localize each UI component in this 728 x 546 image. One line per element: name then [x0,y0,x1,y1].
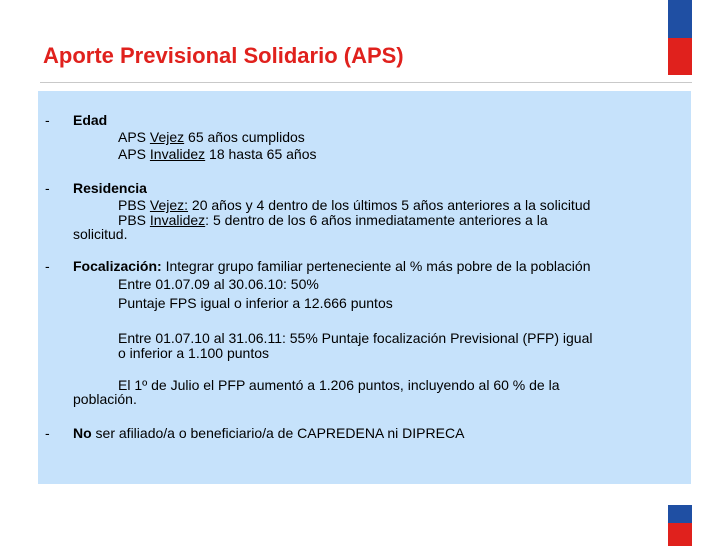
slide-title: Aporte Previsional Solidario (APS) [43,43,404,68]
focalizacion-p3-line-1: El 1º de Julio el PFP aumentó a 1.206 puntos, incluyendo al 60 % de la [118,377,560,393]
no-afiliado-heading: No [73,425,92,441]
bullet-marker: - [45,258,50,274]
edad-heading: Edad [73,112,108,128]
bullet-marker: - [45,112,50,128]
focalizacion-p2-line-1: Entre 01.07.10 al 31.06.11: 55% Puntaje focalización Previsional (PFP) igual [118,330,593,346]
focalizacion-heading-line: Focalización: Integrar grupo familiar perteneciente al % más pobre de la población [73,258,591,274]
flag-red-block [668,523,692,546]
no-afiliado-line: No ser afiliado/a o beneficiario/a de CAPREDENA ni DIPRECA [73,425,465,441]
bullet-marker: - [45,425,50,441]
title-divider [40,82,692,83]
edad-line-2: APS Invalidez 18 hasta 65 años [118,146,317,162]
vejez-link[interactable]: Vejez: [149,197,189,213]
focalizacion-p1-line-1: Entre 01.07.09 al 30.06.10: 50% [118,276,319,292]
flag-blue-block [668,0,692,38]
flag-blue-block [668,505,692,523]
residencia-line-2: PBS Invalidez: 5 dentro de los 6 años inmediatamente anteriores a la [118,212,548,228]
vejez-link[interactable]: Vejez [149,129,185,145]
residencia-line-1: PBS Vejez: 20 años y 4 dentro de los últimos 5 años anteriores a la solicitud [118,197,591,213]
edad-line-1: APS Vejez 65 años cumplidos [118,129,305,145]
focalizacion-p3-line-2: población. [73,391,137,407]
focalizacion-heading: Focalización: [73,258,162,274]
residencia-line-3: solicitud. [73,226,128,242]
focalizacion-p1-line-2: Puntaje FPS igual o inferior a 12.666 puntos [118,295,393,311]
bullet-marker: - [45,180,50,196]
invalidez-link[interactable]: Invalidez [149,146,206,162]
flag-red-block [668,38,692,75]
invalidez-link[interactable]: Invalidez [149,212,206,228]
residencia-heading: Residencia [73,180,147,196]
flag-decoration-bottom [668,505,692,546]
flag-decoration-top [668,0,692,75]
focalizacion-p2-line-2: o inferior a 1.100 puntos [118,345,269,361]
